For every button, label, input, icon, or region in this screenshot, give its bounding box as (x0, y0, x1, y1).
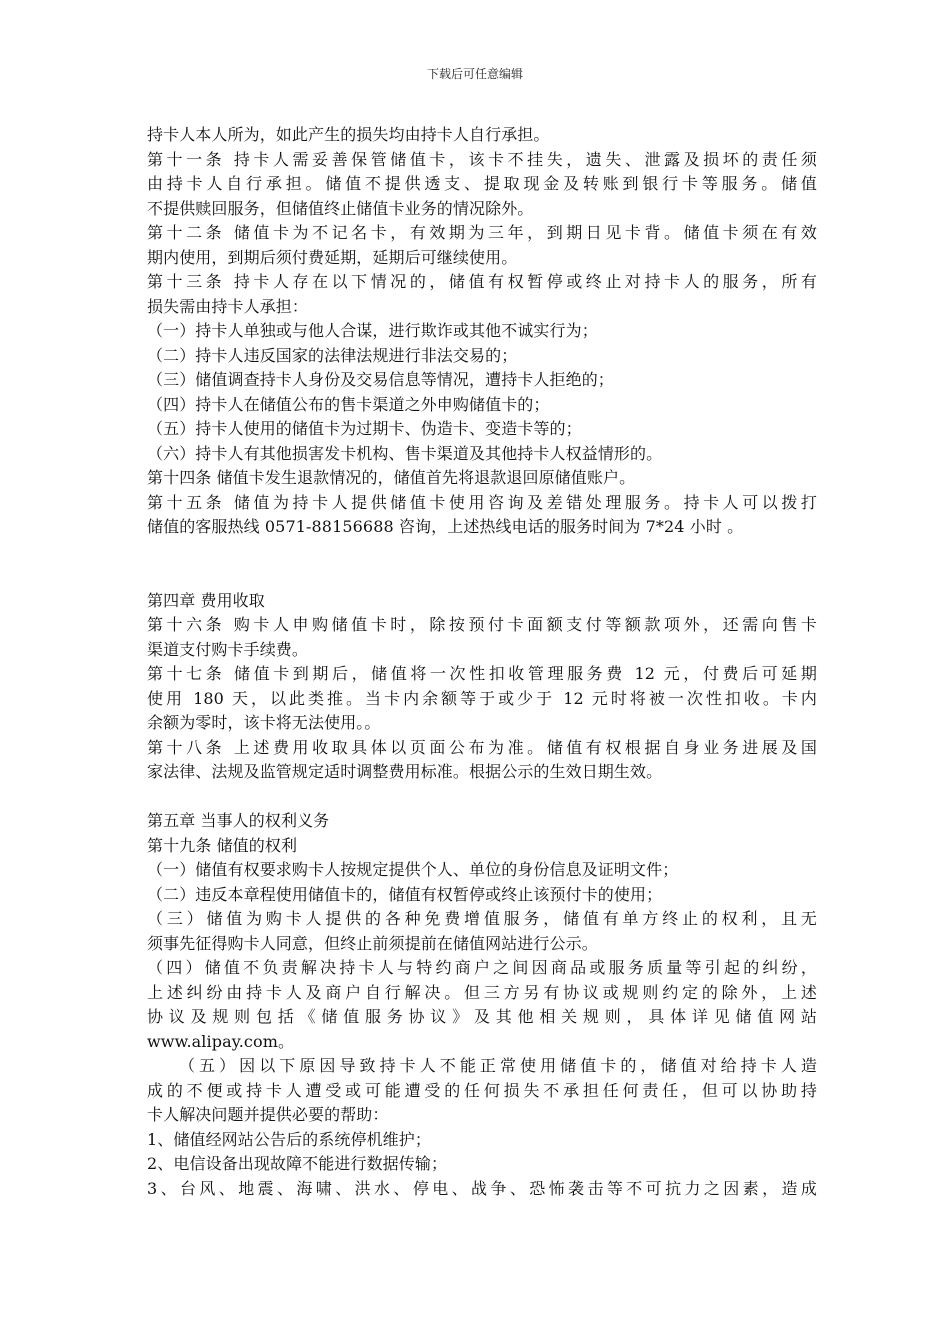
article-17-line: 余额为零时，该卡将无法使用。。 (147, 713, 381, 732)
article-11-line: 第十一条 持卡人需妥善保管储值卡，该卡不挂失，遗失、泄露及损坏的责任须 (147, 149, 817, 169)
chapter-4-heading: 第四章 费用收取 (147, 590, 265, 610)
section-gap (147, 785, 817, 810)
article-12-line: 第十二条 储值卡为不记名卡，有效期为三年，到期日见卡背。储值卡须在有效 (147, 223, 817, 242)
list-item: （二）持卡人违反国家的法律法规进行非法交易的； (147, 345, 518, 365)
article-18-line: 家法律、法规及监管规定适时调整费用标准。根据公示的生效日期生效。 (147, 762, 663, 781)
article-11-line: 由持卡人自行承担。储值不提供透支、提取现金及转账到银行卡等服务。储值 (147, 174, 817, 193)
list-item: 3、台风、地震、海啸、洪水、停电、战争、恐怖袭击等不可抗力之因素，造成 (147, 1178, 817, 1198)
article-14-line: 第十四条 储值卡发生退款情况的，储值首先将退款退回原储值账户。 (147, 468, 636, 487)
list-item: （四）储值不负责解决持卡人与特约商户之间因商品或服务质量等引起的纠纷， (147, 958, 817, 977)
list-item: （二）违反本章程使用储值卡的，储值有权暂停或终止该预付卡的使用； (147, 884, 663, 904)
article-17-line: 第十七条 储值卡到期后，储值将一次性扣收管理服务费 12 元，付费后可延期 (147, 664, 817, 683)
article-17-line: 使用 180 天，以此类推。当卡内余额等于或少于 12 元时将被一次性扣收。卡内 (147, 688, 817, 708)
list-item: 卡人解决问题并提供必要的帮助： (147, 1105, 389, 1124)
document-body (147, 123, 817, 1201)
list-item: （三）储值为购卡人提供的各种免费增值服务，储值有单方终止的权利，且无 (147, 909, 817, 928)
list-item: （一）持卡人单独或与他人合谋，进行欺诈或其他不诚实行为； (147, 321, 598, 340)
list-item: 1、储值经网站公告后的系统停机维护； (147, 1129, 431, 1149)
article-13-line: 第十三条 持卡人存在以下情况的，储值有权暂停或终止对持卡人的服务，所有 (147, 272, 817, 291)
article-15-line: 储值的客服热线 0571-88156688 咨询，上述热线电话的服务时间为 7*24 小时 。 (147, 517, 744, 536)
article-12-line: 期内使用，到期后须付费延期，延期后可继续使用。 (147, 247, 518, 267)
list-item: （六）持卡人有其他损害发卡机构、售卡渠道及其他持卡人权益情形的。 (147, 443, 663, 463)
paragraph-line: 持卡人本人所为，如此产生的损失均由持卡人自行承担。 (147, 125, 550, 144)
list-item: （五）因以下原因导致持卡人不能正常使用储值卡的，储值对给持卡人造 (179, 1056, 817, 1075)
article-18-line: 第十八条 上述费用收取具体以页面公布为准。储值有权根据自身业务进展及国 (147, 737, 817, 757)
chapter-5-heading: 第五章 当事人的权利义务 (147, 811, 330, 830)
list-item: 2、电信设备出现故障不能进行数据传输； (147, 1154, 448, 1173)
website-text: www.alipay.com。 (147, 1031, 295, 1051)
article-16-line: 第十六条 购卡人申购储值卡时，除按预付卡面额支付等额款项外，还需向售卡 (147, 615, 817, 634)
list-item: （三）储值调查持卡人身份及交易信息等情况，遭持卡人拒绝的； (147, 370, 614, 389)
article-15-line: 第十五条 储值为持卡人提供储值卡使用咨询及差错处理服务。持卡人可以拨打 (147, 492, 817, 512)
list-item: 成的不便或持卡人遭受或可能遭受的任何损失不承担任何责任，但可以协助持 (147, 1080, 817, 1100)
list-item: （一）储值有权要求购卡人按规定提供个人、单位的身份信息及证明文件； (147, 860, 679, 879)
list-item: 上述纠纷由持卡人及商户自行解决。但三方另有协议或规则约定的除外，上述 (147, 982, 817, 1002)
list-item: 协议及规则包括《储值服务协议》及其他相关规则，具体详见储值网站 (147, 1007, 817, 1026)
article-16-line: 渠道支付购卡手续费。 (147, 639, 309, 659)
list-item: （五）持卡人使用的储值卡为过期卡、伪造卡、变造卡等的； (147, 419, 582, 438)
list-item: 须事先征得购卡人同意，但终止前须提前在储值网站进行公示。 (147, 933, 598, 953)
article-11-line: 不提供赎回服务，但储值终止储值卡业务的情况除外。 (147, 198, 534, 218)
section-gap (147, 540, 817, 589)
article-19-heading: 第十九条 储值的权利 (147, 835, 298, 855)
list-item: （四）持卡人在储值公布的售卡渠道之外申购储值卡的； (147, 394, 550, 414)
article-13-line: 损失需由持卡人承担： (147, 296, 309, 316)
page-header: 下载后可任意编辑 (426, 67, 523, 81)
